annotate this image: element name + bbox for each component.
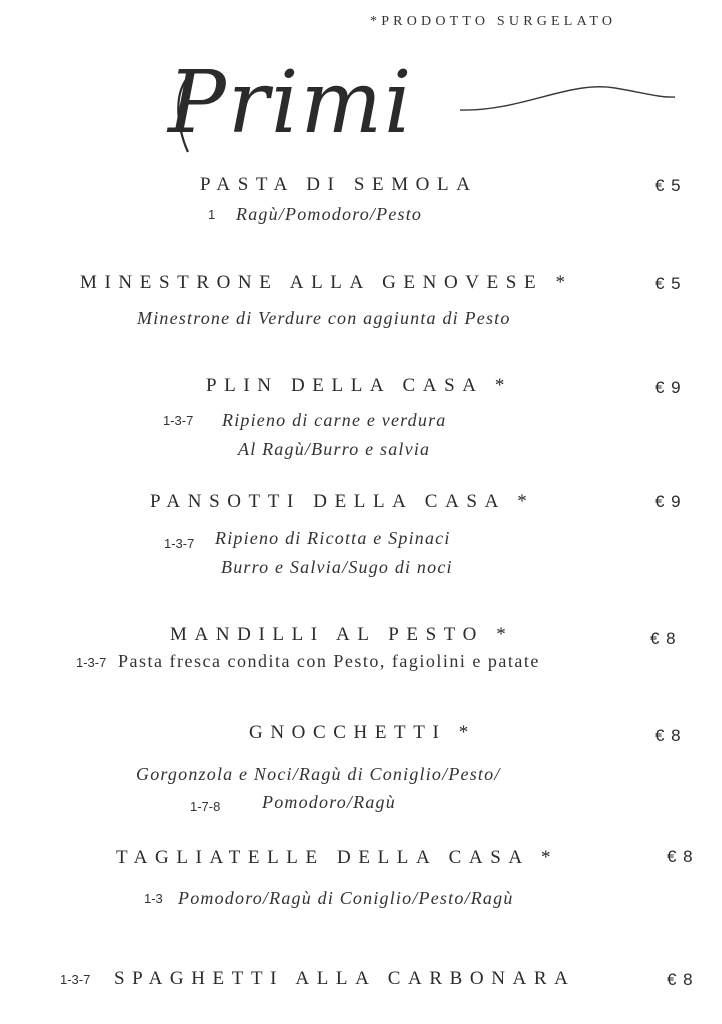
desc-tagliatelle: Pomodoro/Ragù di Coniglio/Pesto/Ragù (178, 888, 514, 908)
desc-pansotti-line2: Burro e Salvia/Sugo di noci (221, 557, 453, 577)
allergens-spaghetti: 1-3-7 (60, 972, 91, 987)
title-flourish (460, 87, 675, 110)
desc-pasta-di-semola: Ragù/Pomodoro/Pesto (236, 204, 423, 224)
price-mandilli: € 8 (650, 629, 677, 648)
allergens-pansotti: 1-3-7 (164, 536, 195, 551)
desc-plin-line2: Al Ragù/Burro e salvia (238, 439, 431, 459)
price-gnocchetti: € 8 (655, 726, 682, 745)
dish-name-spaghetti: SPAGHETTI ALLA CARBONARA (114, 968, 576, 989)
price-minestrone: € 5 (655, 274, 682, 293)
dish-name-plin: PLIN DELLA CASA * (206, 375, 513, 396)
price-tagliatelle: € 8 (667, 847, 694, 866)
price-spaghetti: € 8 (667, 970, 694, 989)
dish-name-tagliatelle: TAGLIATELLE DELLA CASA * (116, 847, 559, 868)
price-pansotti: € 9 (655, 492, 682, 511)
price-plin: € 9 (655, 378, 682, 397)
allergens-tagliatelle: 1-3 (144, 891, 163, 906)
desc-gnocchetti-line1: Gorgonzola e Noci/Ragù di Coniglio/Pesto/ (136, 764, 501, 784)
allergens-plin: 1-3-7 (163, 413, 194, 428)
allergens-mandilli: 1-3-7 (76, 655, 107, 670)
desc-minestrone: Minestrone di Verdure con aggiunta di Pesto (137, 308, 511, 328)
dish-name-pasta-di-semola: PASTA DI SEMOLA (200, 174, 478, 195)
price-pasta-di-semola: € 5 (655, 176, 682, 195)
dish-name-pansotti: PANSOTTI DELLA CASA * (150, 491, 535, 512)
desc-pansotti-line1: Ripieno di Ricotta e Spinaci (215, 528, 451, 548)
menu-title-text: Primi (168, 53, 414, 153)
menu-title (160, 40, 690, 170)
allergens-gnocchetti: 1-7-8 (190, 799, 221, 814)
frozen-product-note: *PRODOTTO SURGELATO (370, 14, 617, 29)
desc-gnocchetti-line2: Pomodoro/Ragù (262, 792, 396, 812)
desc-mandilli: Pasta fresca condita con Pesto, fagiolini e patate (118, 651, 540, 671)
dish-name-gnocchetti: GNOCCHETTI * (249, 722, 476, 743)
allergens-pasta-di-semola: 1 (208, 207, 216, 222)
desc-plin-line1: Ripieno di carne e verdura (222, 410, 447, 430)
dish-name-mandilli: MANDILLI AL PESTO * (170, 624, 514, 645)
dish-name-minestrone: MINESTRONE ALLA GENOVESE * (80, 272, 573, 293)
